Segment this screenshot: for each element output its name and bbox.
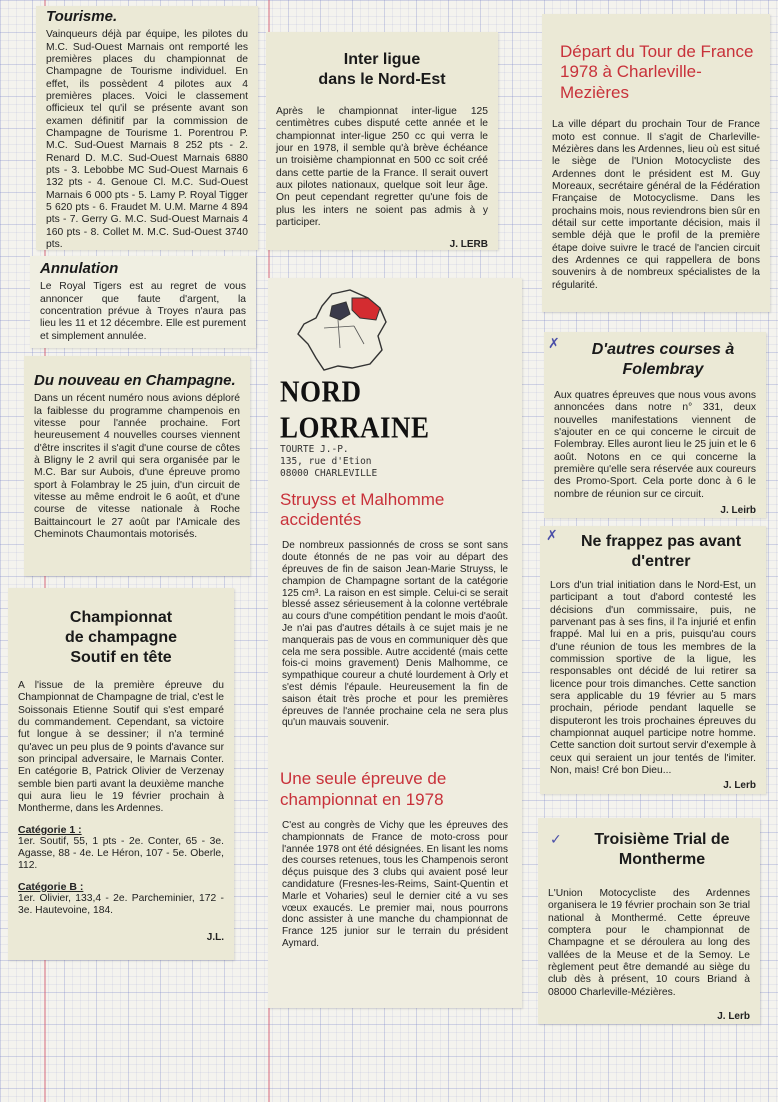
- check-mark-icon-3: ✓: [550, 832, 562, 848]
- struyss-title: Struyss et Malhomme accidentés: [280, 489, 445, 530]
- cat1-label: Catégorie 1 :: [18, 823, 82, 836]
- clipping-tourisme: [36, 6, 258, 250]
- check-mark-icon-2: ✗: [546, 528, 558, 544]
- championnat-title-line1: Championnat: [69, 609, 173, 626]
- frappez-body: Lors d'un trial initiation dans le Nord-Est, un participant a tout d'abord contesté les décisions d'un commissaire, puis, ne parvenant pas à ses fins, il l'a injurié et enfin frappé. Mal lui en a pris, puisqu'au cours d'une réunion de tous les membres de la commission sportive de la ligue, les responsables ont décidé de lui retirer sa licence pour trois dimanches. Cette sanction sera applicable du 19 février au 5 mars prochain, période pendant laquelle se disputeront les trois prochaines épreuves du championnat auquel participe notre homme. Cette sanction doit surtout servir d'exemple à ceux qui seraient un jour tentés de l'imiter. Non, mais! Cré bon Dieu...: [550, 580, 756, 777]
- trial-signature: J. Lerb: [717, 1011, 750, 1023]
- clipping-championnat: [8, 588, 234, 960]
- autres-signature: J. Leirb: [720, 505, 756, 517]
- tourisme-title: Tourisme.: [46, 8, 118, 25]
- interligue-signature: J. LERB: [449, 239, 488, 250]
- frappez-title: Ne frappez pas avant d'entrer: [580, 533, 742, 570]
- clipping-interligue: [266, 32, 498, 250]
- catb-label: Catégorie B :: [18, 880, 84, 893]
- clipping-nouveau-champagne: [24, 356, 250, 576]
- clipping-autres-courses: [544, 332, 766, 518]
- nouveau-title: Du nouveau en Champagne.: [34, 372, 236, 389]
- region-dark: [330, 302, 350, 320]
- championnat-body: A l'issue de la première épreuve du Championnat de Champagne de trial, c'est le Soissonais Etienne Soutif qui s'est emparé du commandement. Cependant, sa victoire fut longue à se dessiner; il n'a terminé qu'avec un peu plus de 9 points d'avance sur son principal adversaire, le Marnais Conter. En catégorie B, Patrick Olivier de Verzenay semble bien parti avant la deuxième manche qui aura lieu le 19 février prochain à Montherme, dans les Ardennes.: [18, 680, 224, 815]
- addr-line3: 08000 CHARLEVILLE: [280, 467, 378, 479]
- championnat-title-line3: Soutif en tête: [70, 649, 172, 666]
- depart-title: Départ du Tour de France 1978 à Charleville-Mezières: [560, 42, 754, 102]
- annulation-body: Le Royal Tigers est au regret de vous annoncer que faute d'argent, la concentration prévue à Troyes n'aura pas lieu les 11 et 12 décembre. Elle est purement et simplement annulée.: [40, 281, 246, 342]
- nord-lorraine-brand: NORD LORRAINE: [280, 374, 430, 445]
- epreuve-body: C'est au congrès de Vichy que les épreuves des championnats de France de moto-cross pour l'année 1978 ont été désignées. En lisant les noms des courses retenues, tous les Champenois seront déçus puisque des 3 clubs qui avaient posé leur candidature (Fresnes-les-Reims, Saint-Quentin et Marle et Voharies) seul le dernier cité a vu ses vœux exaucés. Le premier mai, nous pourrons donc assister à une manche du championnat de France 125 junior sur le terrain du président Aymard.: [282, 819, 508, 949]
- championnat-title-line2: de champagne: [64, 629, 178, 646]
- championnat-signature: J.L.: [206, 931, 224, 943]
- autres-title: D'autres courses à Folembray: [591, 341, 735, 378]
- region-lines: [324, 320, 364, 348]
- check-mark-icon: ✗: [548, 336, 560, 352]
- struyss-body: De nombreux passionnés de cross se sont sans doute étonnés de ne pas voir au départ des épreuves de fin de saison Jean-Marie Struyss, le champion de Champagne sortant de la catégorie 125 cm³. La raison en est simple. Celui-ci se serait blessé assez sérieusement à la colonne vertébrale au cours d'une compétition pendant le mois d'août. Je n'ai pas d'autres détails à ce sujet mais je ne manquerais pas de vous en communiquer dès que cela me sera possible. Autre accidenté (mais cette fois-ci moins gravement) Denis Malhomme, ce sympathique coureur a chuté lourdement à Orly et s'est démis l'épaule. Heureusement la fin de saison était très proche et pour les premières épreuves de l'année prochaine cela ne sera plus qu'un mauvais souvenir.: [282, 540, 508, 729]
- france-map-icon: [294, 288, 394, 372]
- annulation-title: Annulation: [40, 260, 119, 277]
- clipping-ne-frappez: [540, 526, 766, 794]
- interligue-title: [276, 50, 488, 90]
- clipping-annulation: [30, 256, 256, 348]
- region-red: [352, 298, 380, 320]
- depart-body: La ville départ du prochain Tour de France moto est connue. Il s'agit de Charleville-Mézières dans les Ardennes, lieu où est situé le siège de l'Union Motocycliste des Ardennes dont le président est M. Guy Moreaux, secrétaire général de la Fédération Française de Motocyclisme. Dans les prochains mois, nous reviendrons bien sûr en détail sur cette importante décision, mais il semble déjà que le profil de la première étape doive suivre le tracé de l'ancien circuit des Ardennes ce qui rappellera de bons souvenirs à de nombreux spécialistes de la régularité.: [552, 119, 760, 291]
- interligue-title-line1: Inter ligue: [343, 51, 421, 68]
- frappez-signature: J. Lerb: [723, 779, 756, 791]
- interligue-body: Après le championnat inter-ligue 125 centimètres cubes disputé cette année et le championnat inter-ligue 250 cc qui verra le jour en 1978, il semble qu'à brève échéance un troisième championnat en 500 cc soit créé dans cette partie de la France. Il serait ouvert aux pilotes nationaux, quelque soit leur âge. On peut cependant regretter qu'une fois de plus les inters ne soient pas admis à y participer.: [276, 106, 488, 229]
- clipping-troisieme-trial: [538, 818, 760, 1024]
- addr-line1: TOURTE J.-P.: [280, 444, 349, 455]
- clipping-nord-lorraine: [268, 278, 522, 1008]
- catb-body: 1er. Olivier, 133,4 - 2e. Parcheminier, 172 - 3e. Hautevoine, 184.: [18, 892, 224, 917]
- tourisme-body: Vainqueurs déjà par équipe, les pilotes du M.C. Sud-Ouest Marnais ont remporté les premières places du championnat de Champagne de Tourisme individuel. En effet, ils possèdent 4 pilotes aux 4 premières places. Voici le classement officieux tel qu'il se présente avant son examen définitif par la commission de Champagne de Tourisme 1. Porentrou P. M.C. Sud-Ouest Marnais 8 252 pts - 2. Renard D. M.C. Sud-Ouest Marnais 6880 pts - 3. Lebobbe MC Sud-Ouest Marnais 6 132 pts - 4. Genoue Cl. M.C. Sud-Ouest Marnais 6 000 pts - 5. Lamy P. Royal Tigger 5 620 pts - 6. Fraudet M. U.M. Marne 4 894 pts - 7. Gerry G. M.C. Sud-Ouest Marnais 4 160 pts - 8. Collet M. M.C. Sud-Ouest 3740 pts.: [46, 29, 248, 250]
- trial-body: L'Union Motocycliste des Ardennes organisera le 19 février prochain son 3e trial national à Monthermé. Cette épreuve comptera pour le championnat de Champagne et se déroulera au long des vallées de la Meuse et de la Semoy. Le règlement peut être demandé au siège du club dès à présent, 10 cours Briand à 08000 Charleville-Mézières.: [548, 888, 750, 998]
- trial-title: Troisième Trial de Montherme: [594, 831, 730, 868]
- championnat-title: [18, 608, 224, 668]
- interligue-title-line2: dans le Nord-Est: [318, 71, 446, 88]
- nouveau-body: Dans un récent numéro nous avions déploré la faiblesse du programme champenois en vitesse pour l'année prochaine. Fort heureusement 4 nouvelles courses viennent d'être inscrites il s'agit d'une course de côtes à Bligny le 2 avril qui sera organisée par le M.C. Bar sur Aubois, d'une épreuve promo sport à Folambray le 25 juin, d'un circuit de vitesse au même endroit le 6 août, et d'une course de vitesse nationale à Roche Baittaincourt le 27 août par l'Amicale des Cheminots Chaumontais motorisés.: [34, 393, 240, 541]
- autres-body: Aux quatres épreuves que nous vous avons annoncées dans notre n° 331, deux nouvelles manifestations viennent de s'ajouter en ce qui concerne le circuit de Folembray. Elles auront lieu le 25 juin et le 6 août. Notons en ce qui concerne la première qu'elle sera réservée aux coureurs des Promo-Sport. Cela porte donc à 6 le nombre de réunion sur ce circuit.: [554, 390, 756, 500]
- addr-line2: 135, rue d'Etion: [280, 455, 372, 467]
- cat1-body: 1er. Soutif, 55, 1 pts - 2e. Conter, 65 - 3e. Agasse, 88 - 4e. Le Héron, 107 - 5e. Oberle, 112.: [18, 835, 224, 872]
- clipping-depart-tour: [542, 14, 770, 312]
- epreuve-title: Une seule épreuve de championnat en 1978: [280, 769, 447, 809]
